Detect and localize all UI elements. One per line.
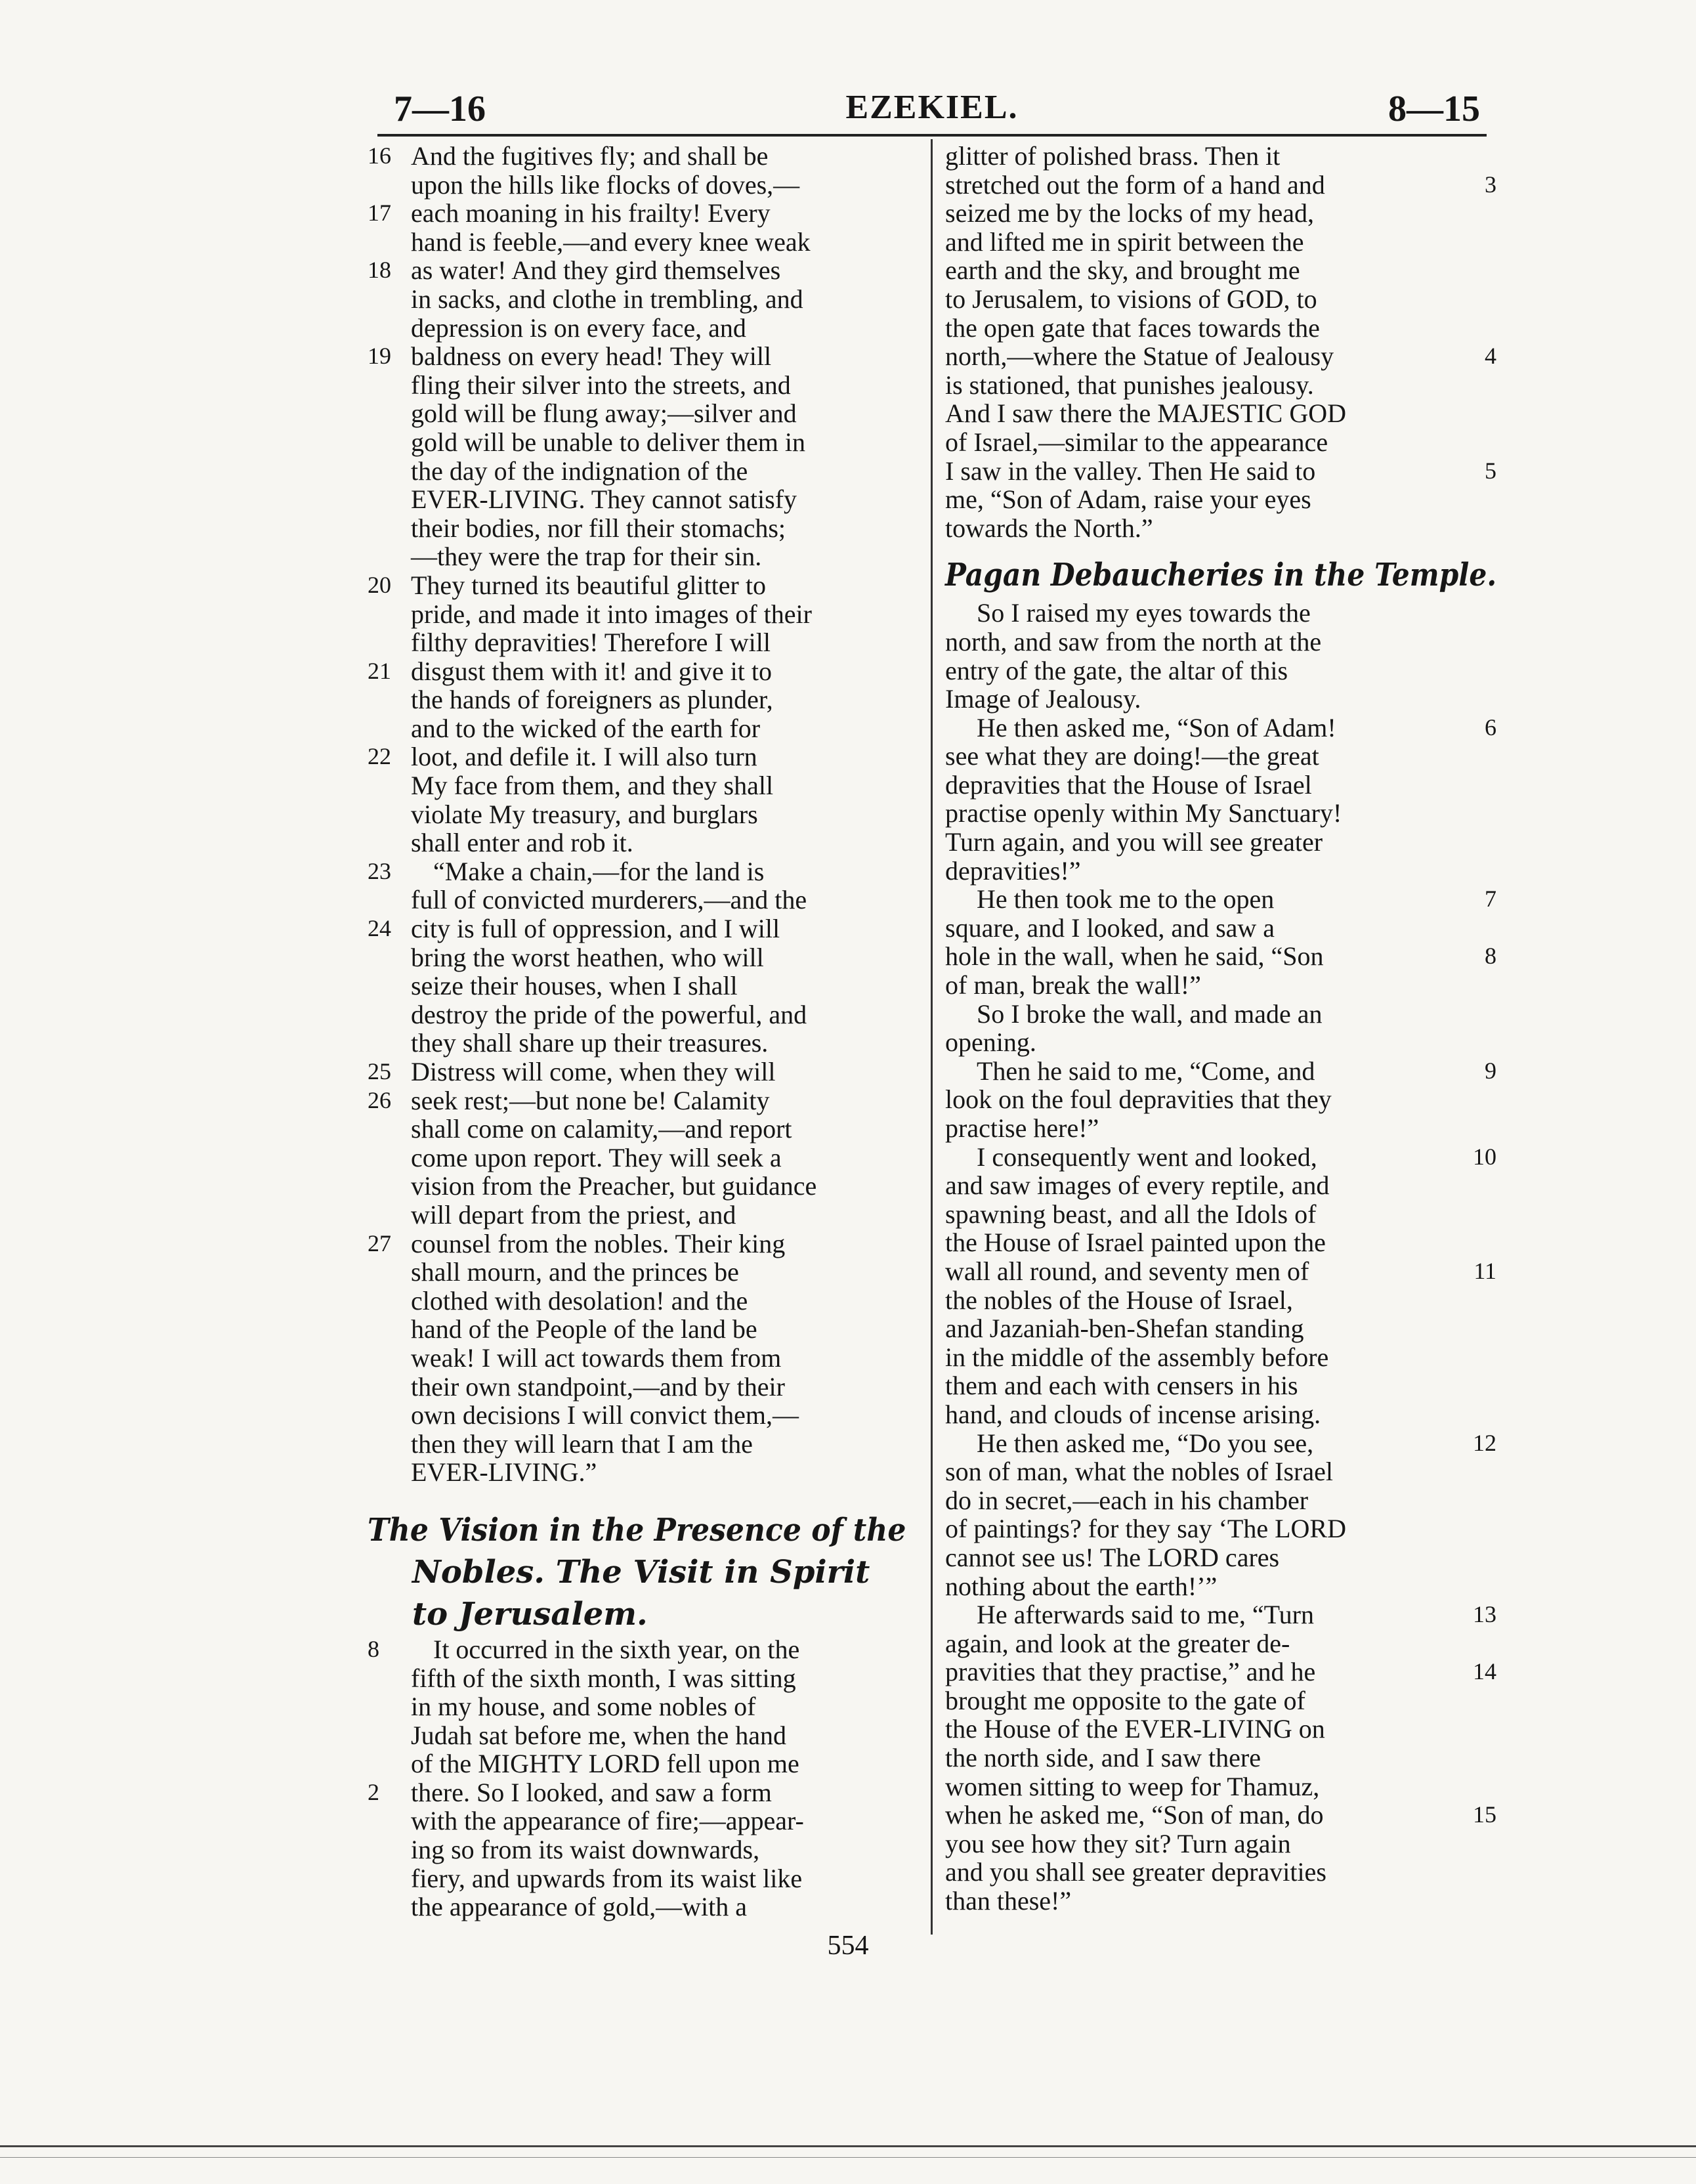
text-line xyxy=(368,1086,906,1115)
right-text-block xyxy=(945,142,1496,542)
text-line xyxy=(368,1430,906,1459)
line-text: earth and the sky, and brought me xyxy=(945,255,1300,286)
text-line xyxy=(368,285,906,314)
text-line xyxy=(368,1287,906,1316)
text-line xyxy=(945,599,1496,628)
line-text: And the fugitives fly; and shall be xyxy=(411,141,769,171)
line-text: and lifted me in spirit between the xyxy=(945,226,1304,257)
text-line xyxy=(368,685,906,714)
line-text: shall come on calamity,—and report xyxy=(411,1114,792,1144)
text-line xyxy=(368,485,906,514)
right-text-block-2 xyxy=(945,599,1496,1915)
line-text: their bodies, nor fill their stomachs; xyxy=(411,513,786,543)
text-line xyxy=(368,1864,906,1893)
text-line xyxy=(945,628,1496,656)
text-line xyxy=(368,228,906,257)
text-line xyxy=(945,1085,1496,1114)
line-text: come upon report. They will seek a xyxy=(411,1142,782,1172)
line-text: city is full of oppression, and I will xyxy=(411,914,780,944)
verse-number: 13 xyxy=(1473,1601,1496,1628)
text-line xyxy=(945,1629,1496,1658)
text-line xyxy=(945,485,1496,514)
line-text: vision from the Preacher, but guidance xyxy=(411,1171,817,1201)
column-divider xyxy=(931,139,933,1935)
text-line xyxy=(368,600,906,629)
text-line xyxy=(368,1692,906,1721)
text-line xyxy=(945,514,1496,543)
line-text: filthy depravities! Therefore I will xyxy=(411,628,771,658)
line-text: counsel from the nobles. Their king xyxy=(411,1228,786,1258)
text-line xyxy=(945,1171,1496,1200)
verse-number: 2 xyxy=(368,1778,379,1805)
line-text: pride, and made it into images of their xyxy=(411,599,812,629)
line-text: fifth of the sixth month, I was sitting xyxy=(411,1663,796,1693)
verse-number: 20 xyxy=(368,571,391,598)
line-text: cannot see us! The LORD cares xyxy=(945,1542,1280,1572)
text-line xyxy=(945,742,1496,771)
verse-number: 12 xyxy=(1473,1429,1496,1456)
section-gap xyxy=(368,1487,906,1509)
scan-edge-rule-2 xyxy=(0,2157,1696,2158)
text-line xyxy=(945,1658,1496,1686)
text-line xyxy=(368,399,906,428)
line-text: hand, and clouds of incense arising. xyxy=(945,1399,1321,1429)
line-text: Turn again, and you will see greater xyxy=(945,827,1323,857)
line-text: clothed with desolation! and the xyxy=(411,1285,748,1316)
line-text: gold will be flung away;—silver and xyxy=(411,398,797,429)
text-line xyxy=(368,1201,906,1230)
text-line xyxy=(368,1458,906,1487)
line-text: I saw in the valley. Then He said to xyxy=(945,456,1316,486)
text-line xyxy=(945,1143,1496,1172)
text-line xyxy=(368,371,906,400)
text-line xyxy=(945,1858,1496,1887)
line-text: shall mourn, and the princes be xyxy=(411,1257,739,1287)
line-text: weak! I will act towards them from xyxy=(411,1342,782,1373)
line-text: square, and I looked, and saw a xyxy=(945,912,1275,943)
text-line xyxy=(368,914,906,943)
text-line xyxy=(945,285,1496,314)
verse-number: 25 xyxy=(368,1058,391,1084)
line-text: fling their silver into the streets, and xyxy=(411,370,791,400)
text-line xyxy=(945,771,1496,800)
line-text: disgust them with it! and give it to xyxy=(411,656,772,686)
line-text: you see how they sit? Turn again xyxy=(945,1828,1291,1858)
verse-number: 5 xyxy=(1485,457,1496,484)
header-chapter-range-end: 8—15 xyxy=(1388,89,1480,129)
line-text: They turned its beautiful glitter to xyxy=(411,570,766,600)
text-line xyxy=(945,1457,1496,1486)
line-text: entry of the gate, the altar of this xyxy=(945,655,1288,685)
text-line xyxy=(945,1772,1496,1801)
line-text: So I broke the wall, and made an xyxy=(977,998,1323,1029)
line-text: glitter of polished brass. Then it xyxy=(945,141,1281,171)
text-line xyxy=(368,1778,906,1807)
verse-number: 26 xyxy=(368,1086,391,1113)
verse-number: 4 xyxy=(1485,343,1496,370)
text-line xyxy=(368,1835,906,1864)
line-text: see what they are doing!—the great xyxy=(945,741,1319,771)
text-line xyxy=(945,1486,1496,1515)
verse-number: 21 xyxy=(368,657,391,684)
line-text: do in secret,—each in his chamber xyxy=(945,1485,1309,1515)
text-line xyxy=(368,1893,906,1921)
text-line xyxy=(945,256,1496,285)
text-line xyxy=(945,685,1496,714)
line-text: He then asked me, “Son of Adam! xyxy=(977,712,1336,742)
line-text: opening. xyxy=(945,1027,1036,1058)
text-line xyxy=(945,457,1496,486)
text-line xyxy=(945,1400,1496,1429)
line-text: and saw images of every reptile, and xyxy=(945,1170,1330,1201)
line-text: the House of the EVER-LIVING on xyxy=(945,1714,1325,1744)
line-text: And I saw there the MAJESTIC GOD xyxy=(945,398,1347,429)
line-text: the day of the indignation of the xyxy=(411,456,748,486)
line-text: own decisions I will convict them,— xyxy=(411,1400,799,1430)
line-text: women sitting to weep for Thamuz, xyxy=(945,1771,1320,1801)
line-text: stretched out the form of a hand and xyxy=(945,169,1325,200)
line-text: hole in the wall, when he said, “Son xyxy=(945,941,1324,972)
right-column xyxy=(945,142,1496,1916)
text-line xyxy=(945,1429,1496,1458)
text-line xyxy=(945,1744,1496,1772)
line-text: than these!” xyxy=(945,1886,1072,1916)
text-line xyxy=(945,914,1496,943)
section-heading-line-3: to Jerusalem. xyxy=(412,1595,648,1633)
verse-number: 7 xyxy=(1485,886,1496,912)
text-line xyxy=(945,371,1496,400)
line-text: the appearance of gold,—with a xyxy=(411,1892,748,1922)
line-text: EVER-LIVING. They cannot satisfy xyxy=(411,484,797,515)
section-gap xyxy=(945,542,1496,554)
text-line xyxy=(368,828,906,857)
verse-number: 9 xyxy=(1485,1057,1496,1084)
line-text: shall enter and rob it. xyxy=(411,828,633,858)
line-text: of man, break the wall!” xyxy=(945,970,1201,1000)
text-line xyxy=(368,1401,906,1430)
text-line xyxy=(368,800,906,829)
line-text: He afterwards said to me, “Turn xyxy=(977,1600,1314,1630)
text-line xyxy=(945,428,1496,457)
verse-number: 3 xyxy=(1485,171,1496,198)
text-line xyxy=(368,1315,906,1344)
text-line xyxy=(368,857,906,886)
line-text: seized me by the locks of my head, xyxy=(945,198,1315,228)
text-line xyxy=(368,628,906,657)
line-text: wall all round, and seventy men of xyxy=(945,1256,1309,1286)
text-line xyxy=(368,1807,906,1835)
line-text: bring the worst heathen, who will xyxy=(411,942,764,972)
text-line xyxy=(945,857,1496,886)
line-text: hand of the People of the land be xyxy=(411,1314,757,1344)
line-text: is stationed, that punishes jealousy. xyxy=(945,370,1314,400)
line-text: He then asked me, “Do you see, xyxy=(977,1428,1314,1458)
text-line xyxy=(945,1830,1496,1858)
text-line xyxy=(945,1887,1496,1916)
line-text: of paintings? for they say ‘The LORD xyxy=(945,1514,1346,1544)
text-line xyxy=(368,457,906,486)
text-line xyxy=(945,885,1496,914)
text-line xyxy=(945,1114,1496,1143)
text-line xyxy=(368,256,906,285)
line-text: the House of Israel painted upon the xyxy=(945,1228,1326,1258)
verse-number: 22 xyxy=(368,743,391,770)
section-heading: Pagan Debaucheries in the Temple. xyxy=(945,557,1497,594)
text-line xyxy=(368,342,906,371)
line-text: towards the North.” xyxy=(945,513,1153,543)
text-line xyxy=(368,514,906,543)
verse-number: 18 xyxy=(368,257,391,284)
line-text: depravities!” xyxy=(945,855,1081,886)
text-line xyxy=(368,714,906,743)
line-text: brought me opposite to the gate of xyxy=(945,1685,1305,1715)
line-text: in the middle of the assembly before xyxy=(945,1342,1329,1372)
text-line xyxy=(945,228,1496,257)
section-heading-line-1: The Vision in the Presence of the xyxy=(368,1511,906,1549)
text-line xyxy=(945,399,1496,428)
line-text: each moaning in his frailty! Every xyxy=(411,198,771,228)
text-line xyxy=(945,1514,1496,1543)
text-line xyxy=(368,1635,906,1664)
line-text: upon the hills like flocks of doves,— xyxy=(411,169,800,200)
text-line xyxy=(368,886,906,914)
verse-number: 27 xyxy=(368,1230,391,1256)
verse-number: 10 xyxy=(1473,1143,1496,1170)
line-text: EVER-LIVING.” xyxy=(411,1457,597,1488)
text-line xyxy=(368,1749,906,1778)
text-line xyxy=(945,1028,1496,1057)
text-line xyxy=(368,1721,906,1750)
text-line xyxy=(368,771,906,800)
text-line xyxy=(368,657,906,686)
line-text: depression is on every face, and xyxy=(411,312,746,343)
text-line xyxy=(368,1144,906,1172)
line-text: seize their houses, when I shall xyxy=(411,971,738,1001)
text-line xyxy=(368,1172,906,1201)
line-text: in my house, and some nobles of xyxy=(411,1692,756,1722)
section-heading-line-2: Nobles. The Visit in Spirit xyxy=(412,1553,870,1591)
text-line xyxy=(368,943,906,972)
line-text: north, and saw from the north at the xyxy=(945,626,1322,656)
text-line xyxy=(945,799,1496,828)
verse-number: 14 xyxy=(1473,1658,1496,1685)
verse-number: 11 xyxy=(1473,1257,1496,1284)
verse-number: 16 xyxy=(368,142,391,169)
text-line xyxy=(368,972,906,1000)
line-text: again, and look at the greater de- xyxy=(945,1628,1290,1658)
verse-number: 17 xyxy=(368,200,391,226)
text-line xyxy=(368,1373,906,1402)
line-text: as water! And they gird themselves xyxy=(411,255,781,286)
text-line xyxy=(368,1058,906,1086)
left-text-block xyxy=(368,142,906,1487)
text-line xyxy=(945,1200,1496,1229)
text-line xyxy=(368,1000,906,1029)
text-line xyxy=(368,1664,906,1693)
text-line xyxy=(945,199,1496,228)
line-text: destroy the pride of the powerful, and xyxy=(411,999,807,1029)
line-text: with the appearance of fire;—appear- xyxy=(411,1806,804,1836)
verse-number: 15 xyxy=(1473,1801,1496,1828)
line-text: look on the foul depravities that they xyxy=(945,1084,1332,1115)
line-text: hand is feeble,—and every knee weak xyxy=(411,226,811,257)
verse-number: 8 xyxy=(1485,943,1496,970)
line-text: practise here!” xyxy=(945,1113,1099,1143)
line-text: the hands of foreigners as plunder, xyxy=(411,685,773,715)
line-text: loot, and defile it. I will also turn xyxy=(411,742,757,772)
running-header xyxy=(377,79,1487,131)
line-text: Distress will come, when they will xyxy=(411,1057,776,1086)
text-line xyxy=(368,571,906,600)
header-rule xyxy=(377,134,1487,137)
text-line xyxy=(945,1314,1496,1343)
line-text: —they were the trap for their sin. xyxy=(411,542,762,572)
line-text: gold will be unable to deliver them in xyxy=(411,427,805,457)
text-line xyxy=(945,314,1496,343)
line-text: Image of Jealousy. xyxy=(945,684,1141,714)
line-text: them and each with censers in his xyxy=(945,1371,1298,1401)
text-line xyxy=(368,1258,906,1287)
text-line xyxy=(368,1029,906,1058)
text-line xyxy=(368,142,906,171)
header-chapter-range-start: 7—16 xyxy=(394,89,486,129)
verse-number: 19 xyxy=(368,343,391,370)
line-text: to Jerusalem, to visions of GOD, to xyxy=(945,284,1317,314)
line-text: full of convicted murderers,—and the xyxy=(411,885,807,915)
line-text: in sacks, and clothe in trembling, and xyxy=(411,284,803,314)
line-text: me, “Son of Adam, raise your eyes xyxy=(945,484,1311,515)
text-line xyxy=(368,199,906,228)
line-text: will depart from the priest, and xyxy=(411,1199,736,1230)
text-line xyxy=(945,1343,1496,1372)
line-text: “Make a chain,—for the land is xyxy=(433,856,765,886)
text-line xyxy=(368,1344,906,1373)
line-text: and you shall see greater depravities xyxy=(945,1857,1326,1887)
text-line xyxy=(945,1228,1496,1257)
verse-number: 24 xyxy=(368,915,391,942)
line-text: the nobles of the House of Israel, xyxy=(945,1285,1293,1315)
line-text: and Jazaniah-ben-Shefan standing xyxy=(945,1314,1304,1344)
line-text: when he asked me, “Son of man, do xyxy=(945,1800,1324,1830)
line-text: of Israel,—similar to the appearance xyxy=(945,427,1328,457)
line-text: So I raised my eyes towards the xyxy=(977,598,1311,628)
text-line xyxy=(945,1543,1496,1572)
text-line xyxy=(945,942,1496,971)
text-line xyxy=(945,1257,1496,1286)
text-line xyxy=(945,1000,1496,1029)
line-text: It occurred in the sixth year, on the xyxy=(433,1634,800,1664)
line-text: seek rest;—but none be! Calamity xyxy=(411,1085,770,1115)
text-line xyxy=(945,1801,1496,1830)
verse-number: 6 xyxy=(1485,714,1496,740)
text-line xyxy=(945,828,1496,857)
line-text: Judah sat before me, when the hand xyxy=(411,1720,787,1750)
line-text: violate My treasury, and burglars xyxy=(411,799,758,829)
text-line xyxy=(945,1715,1496,1744)
text-line xyxy=(945,714,1496,742)
line-text: son of man, what the nobles of Israel xyxy=(945,1457,1333,1487)
text-line xyxy=(945,1057,1496,1086)
text-line xyxy=(368,171,906,200)
left-text-block-2 xyxy=(368,1635,906,1921)
text-line xyxy=(945,656,1496,685)
line-text: nothing about the earth!’” xyxy=(945,1571,1218,1601)
line-text: pravities that they practise,” and he xyxy=(945,1657,1316,1687)
text-line xyxy=(945,142,1496,171)
line-text: the open gate that faces towards the xyxy=(945,312,1320,343)
text-line xyxy=(945,1371,1496,1400)
text-line xyxy=(368,1115,906,1144)
text-line xyxy=(945,1600,1496,1629)
line-text: fiery, and upwards from its waist like xyxy=(411,1863,803,1893)
text-line xyxy=(945,1686,1496,1715)
line-text: ing so from its waist downwards, xyxy=(411,1835,760,1865)
verse-number: 8 xyxy=(368,1635,379,1662)
text-line xyxy=(368,1230,906,1258)
line-text: of the MIGHTY LORD fell upon me xyxy=(411,1749,799,1779)
verse-number: 23 xyxy=(368,857,391,884)
line-text: baldness on every head! They will xyxy=(411,341,772,372)
line-text: they shall share up their treasures. xyxy=(411,1028,769,1058)
line-text: there. So I looked, and saw a form xyxy=(411,1777,772,1807)
line-text: then they will learn that I am the xyxy=(411,1428,753,1459)
line-text: spawning beast, and all the Idols of xyxy=(945,1199,1317,1229)
line-text: the north side, and I saw there xyxy=(945,1743,1261,1773)
line-text: depravities that the House of Israel xyxy=(945,769,1312,800)
line-text: He then took me to the open xyxy=(977,884,1275,914)
left-column xyxy=(368,142,906,1921)
line-text: north,—where the Statue of Jealousy xyxy=(945,341,1334,372)
text-line xyxy=(368,428,906,457)
text-line xyxy=(368,742,906,771)
text-line xyxy=(945,1286,1496,1315)
line-text: and to the wicked of the earth for xyxy=(411,713,761,743)
text-line xyxy=(368,314,906,343)
line-text: Then he said to me, “Come, and xyxy=(977,1056,1315,1086)
line-text: their own standpoint,—and by their xyxy=(411,1371,785,1402)
scan-edge-rule xyxy=(0,2145,1696,2147)
text-line xyxy=(945,171,1496,200)
page-number: 554 xyxy=(827,1931,869,1961)
text-line xyxy=(945,1572,1496,1601)
text-line xyxy=(945,342,1496,371)
line-text: practise openly within My Sanctuary! xyxy=(945,798,1342,828)
text-line xyxy=(945,971,1496,1000)
line-text: My face from them, and they shall xyxy=(411,771,774,801)
line-text: I consequently went and looked, xyxy=(977,1142,1317,1172)
header-book-title: EZEKIEL. xyxy=(845,89,1019,126)
text-line xyxy=(368,542,906,571)
